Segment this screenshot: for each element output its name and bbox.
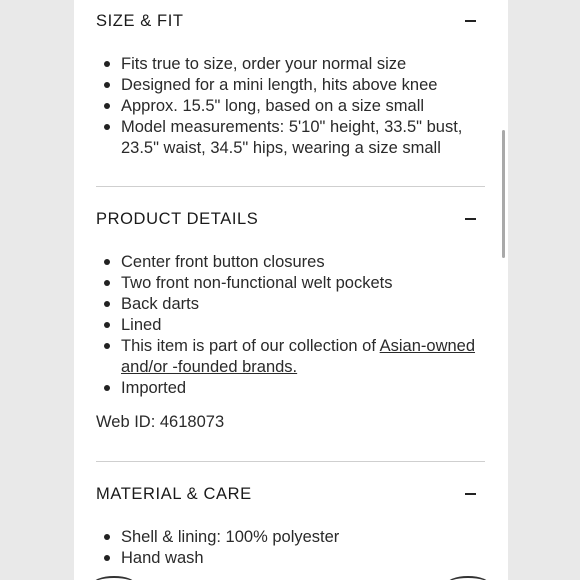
product-details-section [96,208,486,433]
list-item: Two front non-functional welt pockets [121,273,486,294]
list-item [121,336,486,378]
material-care-list [96,527,486,569]
partial-circle-icon [92,576,136,580]
list-item: Lined [121,315,486,336]
list-item: Imported [121,378,486,399]
material-care-header[interactable] [96,483,486,505]
section-divider [96,461,485,462]
list-item-text: This item is part of our collection of [121,337,380,355]
section-divider [96,186,485,187]
scrollbar[interactable] [502,130,505,258]
product-info-panel [74,0,508,580]
minus-icon[interactable] [465,218,476,220]
product-details-header[interactable] [96,208,486,230]
material-care-section [96,483,486,569]
list-item: Shell & lining: 100% polyester [121,527,486,548]
list-item: Center front button closures [121,252,486,273]
web-id: Web ID: 4618073 [96,413,225,431]
list-item: Approx. 15.5" long, based on a size small [121,96,486,117]
list-item: Hand wash [121,548,486,569]
list-item: Model measurements: 5'10" height, 33.5" bust, 23.5" waist, 34.5" hips, wearing a size small [121,117,486,159]
asian-owned-brands-link[interactable]: Asian-owned and/or -founded brands. [121,337,476,376]
minus-icon[interactable] [465,20,476,22]
partial-circle-icon [446,576,490,580]
list-item: Fits true to size, order your normal size [121,54,486,75]
list-item: Designed for a mini length, hits above knee [121,75,486,96]
list-item: Back darts [121,294,486,315]
product-details-list [96,252,486,399]
section-title: MATERIAL & CARE [96,485,252,503]
size-fit-list [96,54,486,159]
minus-icon[interactable] [465,493,476,495]
section-title: PRODUCT DETAILS [96,210,259,228]
size-fit-section [96,10,486,159]
size-fit-header[interactable] [96,10,486,32]
section-title: SIZE & FIT [96,12,184,30]
